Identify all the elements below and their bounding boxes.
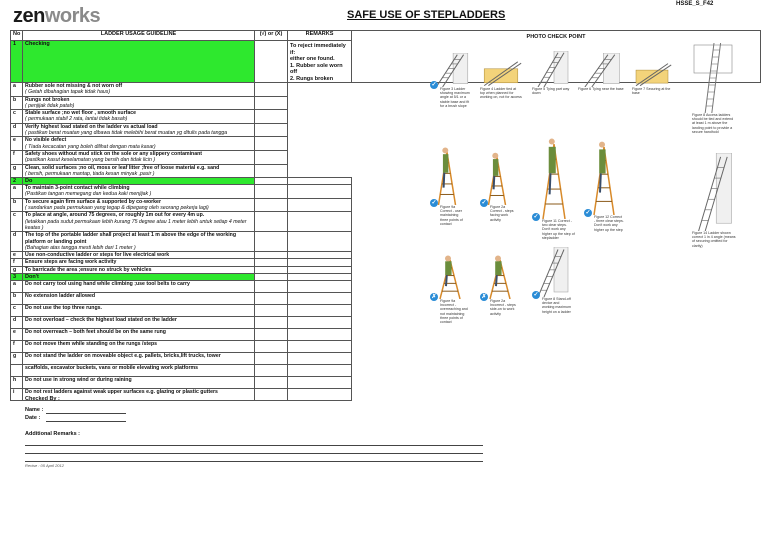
guideline-cell bbox=[23, 110, 255, 124]
figure-caption: Figure 9a Correct - user maintaining three points of contact bbox=[440, 205, 463, 226]
check-cell[interactable] bbox=[255, 232, 288, 252]
checking-row bbox=[11, 150, 761, 164]
row-key: f bbox=[11, 259, 23, 266]
guideline-translation: ( pastikan berat muatan yang dibawa tidak melebihi berat muatan yg ditulis pada tangga bbox=[25, 130, 228, 137]
figure-f15 bbox=[480, 253, 520, 316]
checked-by-label: Checked By : bbox=[25, 396, 60, 402]
checking-row bbox=[11, 110, 761, 124]
row-key: g bbox=[11, 164, 23, 178]
guideline-text: Do not use the top three rungs. bbox=[25, 305, 102, 312]
row-key: g bbox=[11, 353, 23, 365]
guideline-text: Rubber sole not missing & not worn off bbox=[25, 83, 123, 89]
guideline-cell bbox=[23, 164, 255, 178]
remarks-cell bbox=[288, 305, 352, 317]
remarks-line bbox=[25, 461, 483, 462]
photo-title: PHOTO CHECK POINT bbox=[526, 34, 586, 40]
row-key: c bbox=[11, 212, 23, 232]
check-cell[interactable] bbox=[255, 185, 288, 199]
guideline-text: scaffolds, excavator buckets, vans or mobile elevating work platforms bbox=[25, 365, 198, 372]
guideline-text: The top of the portable ladder shall project at least 1 m above the edge of the working platform or landing point bbox=[25, 232, 236, 245]
guideline-translation: ( sandarkan pada permukaan yang tegap & dipegang oleh seorang pekerja lagi) bbox=[25, 205, 209, 212]
figure-caption: Figure 4 Ladder tied at top when planned for working on, not for access bbox=[480, 87, 522, 100]
figure-f13 bbox=[692, 153, 736, 248]
guideline-cell bbox=[23, 137, 255, 151]
ladder-illustration bbox=[584, 135, 624, 215]
guideline-cell bbox=[23, 83, 255, 97]
incorrect-icon: ✗ bbox=[431, 294, 437, 300]
company-logo bbox=[13, 5, 100, 28]
ladder-illustration bbox=[480, 59, 522, 87]
figure-caption: Figure 12 Correct - three clear steps. Don't work any higher up the step bbox=[594, 215, 624, 232]
check-cell[interactable] bbox=[255, 110, 288, 124]
guideline-cell bbox=[23, 212, 255, 232]
remarks-line bbox=[25, 453, 483, 454]
row-key: e bbox=[11, 329, 23, 341]
guideline-text: Do not move them while standing on the rungs /steps bbox=[25, 341, 158, 348]
figure-f5 bbox=[532, 51, 572, 95]
correct-icon: ✓ bbox=[431, 82, 437, 88]
do-row bbox=[11, 266, 761, 273]
name-line bbox=[46, 413, 126, 414]
guideline-text: Rungs not broken bbox=[25, 96, 70, 103]
correct-icon: ✓ bbox=[533, 292, 539, 298]
figure-f8 bbox=[692, 43, 736, 134]
remarks-cell bbox=[288, 365, 352, 377]
figure-caption: Figure 9a Incorrect - overreaching and not maintaining three points of contact bbox=[440, 299, 468, 325]
guideline-translation: ( Tiada kecacatan yang boleh dilihat dengan mata kasar) bbox=[25, 143, 156, 150]
row-key: d bbox=[11, 123, 23, 137]
row-key: i bbox=[11, 389, 23, 401]
row-key: c bbox=[11, 305, 23, 317]
row-key: h bbox=[11, 377, 23, 389]
section-dont bbox=[11, 274, 761, 281]
figure-f10 bbox=[480, 149, 514, 222]
correct-icon: ✓ bbox=[431, 200, 437, 206]
guideline-text: Ensure steps are facing work activity bbox=[25, 259, 117, 266]
row-key: e bbox=[11, 137, 23, 151]
guideline-text: Verify highest load stated on the ladder vs actual load bbox=[25, 123, 158, 130]
row-key: g bbox=[11, 266, 23, 273]
guideline-cell bbox=[23, 329, 255, 341]
logo-zen: zen bbox=[13, 5, 45, 27]
guideline-cell bbox=[23, 365, 255, 377]
do-row bbox=[11, 252, 761, 259]
remarks-cell bbox=[288, 41, 352, 83]
figure-f6 bbox=[578, 53, 624, 91]
row-key: f bbox=[11, 341, 23, 353]
table-header bbox=[11, 31, 761, 41]
remarks-cell bbox=[288, 212, 352, 232]
dont-row bbox=[11, 305, 761, 317]
figure-caption: Figure 6 Tying near the base bbox=[578, 87, 624, 91]
remarks-cell bbox=[288, 341, 352, 353]
check-cell[interactable] bbox=[255, 329, 288, 341]
guideline-translation: ( Getah dibahagian tapak tidak haus) bbox=[25, 89, 111, 96]
guideline-cell bbox=[23, 353, 255, 365]
guideline-text: To place at angle, around 75 degrees, or roughly 1m out for every 4m up. bbox=[25, 212, 205, 219]
figure-f14 bbox=[430, 253, 470, 324]
guideline-cell bbox=[23, 150, 255, 164]
check-cell[interactable] bbox=[255, 83, 288, 97]
remarks-cell bbox=[288, 198, 352, 212]
check-cell[interactable] bbox=[255, 150, 288, 164]
guideline-text: Safety shoes without mud stick on the sole or any slippery contaminant bbox=[25, 150, 202, 157]
row-key: c bbox=[11, 110, 23, 124]
incorrect-icon: ✗ bbox=[481, 294, 487, 300]
check-cell[interactable] bbox=[255, 293, 288, 305]
figure-caption: Figure 2a Incorrect - steps side-on to work activity bbox=[490, 299, 516, 316]
dont-row bbox=[11, 377, 761, 389]
remarks-cell bbox=[288, 266, 352, 273]
figure-f12 bbox=[584, 135, 624, 232]
row-key: d bbox=[11, 232, 23, 252]
remarks-cell bbox=[288, 252, 352, 259]
col-remarks: REMARKS bbox=[288, 31, 352, 41]
remarks-text: To reject immediately if: either one found. 1. Rubber sole worn off 2. Rungs broken bbox=[290, 43, 346, 82]
do-row bbox=[11, 232, 761, 252]
do-row bbox=[11, 185, 761, 199]
ladder-illustration bbox=[532, 247, 572, 297]
remarks-line bbox=[25, 445, 483, 446]
guideline-text: Stable surface ;no wet floor , smooth surface bbox=[25, 110, 136, 117]
checking-row bbox=[11, 137, 761, 151]
guideline-text: To secure again firm surface & supported by co-worker bbox=[25, 198, 161, 205]
form-code: HSSE_S_F42 bbox=[676, 1, 714, 7]
col-guideline: LADDER USAGE GUIDELINE bbox=[23, 31, 255, 41]
guideline-cell bbox=[23, 317, 255, 329]
section-do bbox=[11, 178, 761, 185]
document-title: SAFE USE OF STEPLADDERS bbox=[347, 9, 506, 21]
dont-row bbox=[11, 317, 761, 329]
remarks-cell bbox=[288, 329, 352, 341]
guideline-text: To barricade the area ;ensure no struck by vehicles bbox=[25, 266, 152, 273]
check-cell[interactable] bbox=[255, 259, 288, 266]
row-key: d bbox=[11, 317, 23, 329]
section-label: Checking bbox=[23, 41, 255, 83]
row-key: a bbox=[11, 185, 23, 199]
row-key: b bbox=[11, 96, 23, 110]
check-cell[interactable] bbox=[255, 305, 288, 317]
checking-row bbox=[11, 96, 761, 110]
figure-f16 bbox=[532, 247, 572, 314]
dont-row bbox=[11, 341, 761, 353]
check-cell[interactable] bbox=[255, 389, 288, 401]
section-label: Don't bbox=[23, 274, 255, 281]
correct-icon: ✓ bbox=[585, 210, 591, 216]
remarks-cell bbox=[288, 377, 352, 389]
dont-row bbox=[11, 293, 761, 305]
section-label: Do bbox=[23, 178, 255, 185]
guideline-translation: ( penjijak tidak patah) bbox=[25, 102, 75, 109]
dont-row bbox=[11, 353, 761, 365]
guideline-cell bbox=[23, 305, 255, 317]
figure-caption: Figure 3 Ladder showing maximum angle at 5/1 or a stable base and fit for a brush slope bbox=[440, 87, 470, 108]
figure-caption: Figure 8 Stand-off device and working maximum height on a ladder bbox=[542, 297, 571, 314]
figure-caption: Figure 11 Correct - two clear steps. Don't work any higher up the step of stepladder bbox=[542, 219, 575, 240]
guideline-text: Clean, solid surfaces ;no oil, moss or leaf litter ;free of loose material e.g. sand bbox=[25, 164, 220, 171]
guideline-translation: ( bersih, permukaan mantap, tiada kesan minyak ,pasir ) bbox=[25, 170, 155, 177]
guideline-cell bbox=[23, 232, 255, 252]
checking-row bbox=[11, 164, 761, 178]
remarks-cell bbox=[288, 293, 352, 305]
guideline-text: Do not overload – check the highest load stated on the ladder bbox=[25, 317, 177, 324]
guideline-text: Do not rest ladders against weak upper surfaces e.g. glazing or plastic gutters bbox=[25, 389, 218, 396]
check-cell[interactable] bbox=[255, 281, 288, 293]
checking-row bbox=[11, 123, 761, 137]
ladder-illustration bbox=[480, 149, 514, 205]
row-key: e bbox=[11, 252, 23, 259]
check-cell[interactable] bbox=[255, 164, 288, 178]
do-row bbox=[11, 212, 761, 232]
guideline-text: Do not use in strong wind or during raining bbox=[25, 377, 132, 384]
dont-row bbox=[11, 365, 761, 377]
figure-f4 bbox=[480, 59, 522, 100]
figure-caption: Figure 7 Securing at the base bbox=[632, 87, 671, 96]
remarks-cell bbox=[288, 259, 352, 266]
ladder-illustration bbox=[632, 61, 672, 87]
guideline-text: Do not stand the ladder on moveable object e.g. pallets, bricks,lift trucks, tower bbox=[25, 353, 221, 360]
figure-f11 bbox=[532, 131, 576, 240]
guideline-cell bbox=[23, 96, 255, 110]
figure-caption: Figure 5 Tying part way down bbox=[532, 87, 570, 96]
row-key bbox=[11, 365, 23, 377]
guideline-cell bbox=[23, 198, 255, 212]
remarks-cell bbox=[288, 281, 352, 293]
guideline-text: To maintain 3-point contact while climbing bbox=[25, 185, 130, 192]
figure-f7 bbox=[632, 61, 672, 95]
check-cell[interactable] bbox=[255, 266, 288, 273]
remarks-cell bbox=[288, 389, 352, 401]
guideline-translation: (pastikan kasut keselamatan yang bersih dan tidak licin ) bbox=[25, 157, 156, 164]
row-key: b bbox=[11, 198, 23, 212]
ladder-illustration bbox=[578, 53, 624, 87]
guideline-cell bbox=[23, 377, 255, 389]
check-cell[interactable] bbox=[255, 96, 288, 110]
ladder-illustration bbox=[532, 51, 572, 87]
revision-note: Revise : 05 April 2012 bbox=[25, 463, 64, 468]
guideline-cell bbox=[23, 252, 255, 259]
row-key: b bbox=[11, 293, 23, 305]
guideline-cell bbox=[23, 259, 255, 266]
section-no: 1 bbox=[11, 41, 23, 83]
check-cell[interactable] bbox=[255, 377, 288, 389]
row-key: a bbox=[11, 281, 23, 293]
dont-row bbox=[11, 389, 761, 401]
dont-row bbox=[11, 281, 761, 293]
logo-works: works bbox=[44, 5, 101, 27]
check-cell[interactable] bbox=[255, 252, 288, 259]
guideline-text: Use non-conductive ladder or steps for live electrical work bbox=[25, 252, 170, 259]
row-key: f bbox=[11, 150, 23, 164]
check-cell[interactable] bbox=[255, 137, 288, 151]
check-cell[interactable] bbox=[255, 198, 288, 212]
guideline-cell bbox=[23, 266, 255, 273]
guideline-translation: (Bahagian atas tangga mesti lebih dari 1 meter ) bbox=[25, 244, 136, 251]
guideline-cell bbox=[23, 185, 255, 199]
guideline-text: No extension ladder allowed bbox=[25, 293, 96, 300]
ladder-illustration bbox=[692, 43, 736, 113]
figure-caption: Figure 2a Correct - steps facing work activity bbox=[490, 205, 514, 222]
checklist-table bbox=[10, 30, 761, 401]
guideline-text: Do not carry tool using hand while climbing ;use tool belts to carry bbox=[25, 281, 190, 288]
guideline-cell bbox=[23, 341, 255, 353]
row-key: a bbox=[11, 83, 23, 97]
guideline-text: No visible defect bbox=[25, 137, 67, 144]
correct-icon: ✓ bbox=[481, 200, 487, 206]
col-check: (√) or (X) bbox=[255, 31, 288, 41]
section-no: 2 bbox=[11, 178, 23, 185]
ladder-illustration bbox=[480, 253, 520, 299]
ladder-illustration bbox=[532, 131, 576, 219]
ladder-illustration bbox=[430, 253, 470, 299]
guideline-cell bbox=[23, 123, 255, 137]
guideline-translation: ( permukaan stabil 2 rata, lantai tidak basah) bbox=[25, 116, 128, 123]
guideline-cell bbox=[23, 293, 255, 305]
remarks-cell bbox=[288, 353, 352, 365]
remarks-cell bbox=[288, 185, 352, 199]
guideline-translation: (letakkan pada sudut permukaan lebih kurang 75 degree atau 1 meter lebih untuk setiap 4 meter keatas ) bbox=[25, 218, 247, 231]
check-cell[interactable] bbox=[255, 353, 288, 365]
guideline-cell bbox=[23, 281, 255, 293]
check-cell[interactable] bbox=[255, 317, 288, 329]
guideline-translation: (Pastikan tangan memegang dan kedua kaki menjijak ) bbox=[25, 191, 152, 198]
correct-icon: ✓ bbox=[533, 214, 539, 220]
figure-f9 bbox=[430, 143, 464, 226]
remarks-cell bbox=[288, 317, 352, 329]
check-cell[interactable] bbox=[255, 212, 288, 232]
figure-caption: Figure 14 Ladder shown correct 1 in 4 angle (means of securing omitted for clarity) bbox=[692, 231, 736, 248]
name-label: Name : bbox=[25, 407, 44, 413]
check-cell[interactable] bbox=[255, 341, 288, 353]
photo-check-panel bbox=[352, 31, 761, 325]
date-line bbox=[46, 421, 126, 422]
check-cell[interactable] bbox=[255, 365, 288, 377]
additional-remarks-label: Additional Remarks : bbox=[25, 431, 81, 437]
photo-area bbox=[352, 31, 760, 325]
do-row bbox=[11, 198, 761, 212]
guideline-text: Do not overreach – both feet should be on the same rung bbox=[25, 329, 166, 336]
ladder-illustration bbox=[430, 143, 464, 205]
do-row bbox=[11, 259, 761, 266]
ladder-illustration bbox=[692, 153, 736, 231]
section-no: 3 bbox=[11, 274, 23, 281]
dont-row bbox=[11, 329, 761, 341]
date-label: Date : bbox=[25, 415, 41, 421]
check-cell[interactable] bbox=[255, 123, 288, 137]
figure-f3 bbox=[430, 53, 472, 108]
col-no: No bbox=[11, 31, 23, 41]
figure-caption: Figure 8 Access ladders should be tied and extend at least 1 m above the landing point to provide a secure handhold bbox=[692, 113, 734, 134]
remarks-cell bbox=[288, 232, 352, 252]
